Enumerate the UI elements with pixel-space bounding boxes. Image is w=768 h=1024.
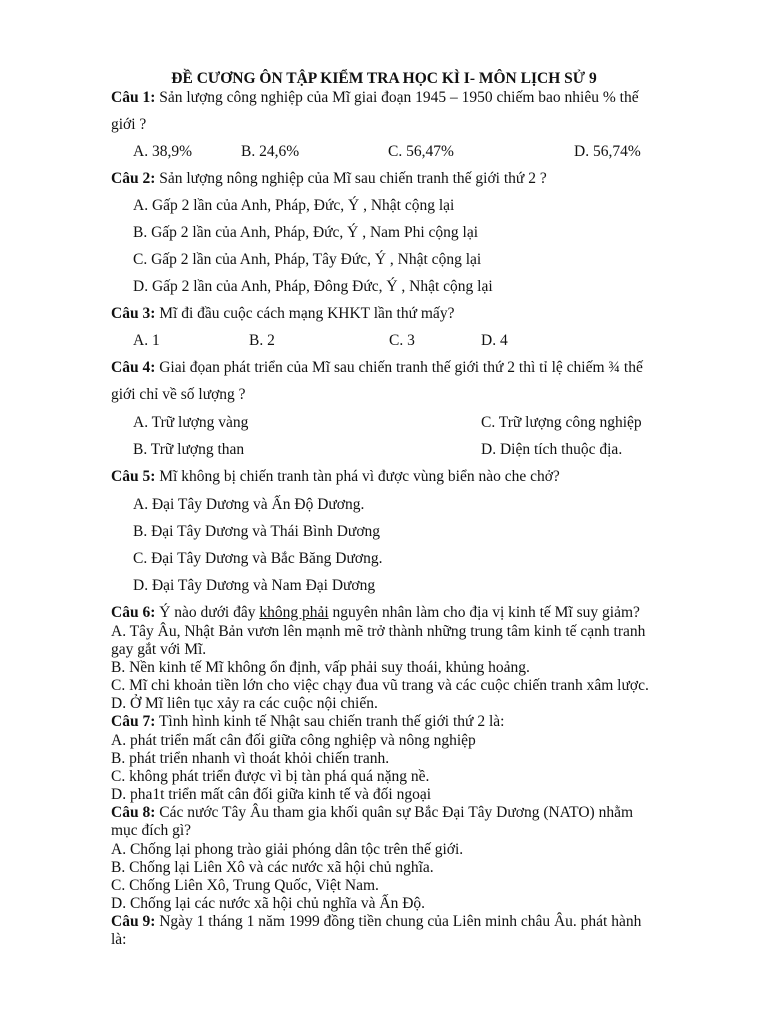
option-b: B. 24,6%	[241, 143, 300, 160]
option-d: D. 56,74%	[574, 143, 641, 160]
option-d: D. Gấp 2 lần của Anh, Pháp, Đông Đức, Ý , Nhật cộng lại	[133, 278, 493, 295]
option-b: B. Chống lại Liên Xô và các nước xã hội chủ nghĩa.	[111, 859, 434, 876]
question-text-cont: là:	[111, 931, 127, 948]
question-label: Câu 7:	[111, 713, 156, 730]
question-label: Câu 3:	[111, 305, 156, 322]
option-b: B. Đại Tây Dương và Thái Bình Dương	[133, 523, 381, 540]
option-c: C. Trữ lượng công nghiệp	[481, 414, 642, 431]
option-d: D. Chống lại các nước xã hội chủ nghĩa và Ấn Độ.	[111, 895, 426, 912]
option-a: A. Chống lại phong trào giải phóng dân tộc trên thế giới.	[111, 841, 464, 858]
question-label: Câu 9:	[111, 913, 156, 930]
option-c: C. 3	[389, 332, 415, 349]
option-a: A. phát triển mất cân đối giữa công nghiệp và nông nghiệp	[111, 732, 476, 749]
question-label: Câu 1:	[111, 89, 156, 106]
option-d: D. Ở Mĩ liên tục xảy ra các cuộc nội chiến.	[111, 695, 378, 712]
option-b: B. 2	[249, 332, 275, 349]
option-a: A. Gấp 2 lần của Anh, Pháp, Đức, Ý , Nhật cộng lại	[133, 197, 455, 214]
question-text-cont: mục đích gì?	[111, 822, 192, 839]
option-b: B. phát triển nhanh vì thoát khỏi chiến tranh.	[111, 750, 390, 767]
question-text: Mĩ không bị chiến tranh tàn phá vì được vùng biển nào che chở?	[159, 468, 560, 485]
option-b: B. Nền kinh tế Mĩ không ổn định, vấp phải suy thoái, khủng hoảng.	[111, 659, 530, 676]
question-2	[111, 170, 547, 188]
question-text-underlined: không phải	[259, 604, 329, 621]
question-8	[111, 804, 633, 822]
option-c: C. 56,47%	[388, 143, 454, 160]
option-c: C. Đại Tây Dương và Bắc Băng Dương.	[133, 550, 383, 567]
option-a: A. 1	[133, 332, 160, 349]
question-label: Câu 6:	[111, 604, 156, 621]
option-d: D. pha1t triển mất cân đối giữa kinh tế và đối ngoại	[111, 786, 432, 803]
question-text: Sản lượng công nghiệp của Mĩ giai đoạn 1945 – 1950 chiếm bao nhiêu % thế	[159, 89, 639, 106]
question-label: Câu 2:	[111, 170, 156, 187]
question-9	[111, 913, 641, 931]
question-text: Tình hình kinh tế Nhật sau chiến tranh thế giới thứ 2 là:	[158, 713, 505, 730]
option-c: C. Chống Liên Xô, Trung Quốc, Việt Nam.	[111, 877, 379, 894]
question-6	[111, 604, 640, 622]
question-text: Giai đọan phát triển của Mĩ sau chiến tranh thế giới thứ 2 thì tỉ lệ chiếm ¾ thế	[159, 359, 643, 376]
option-c: C. không phát triển được vì bị tàn phá quá nặng nề.	[111, 768, 430, 785]
question-label: Câu 4:	[111, 359, 156, 376]
question-3	[111, 305, 454, 323]
question-5	[111, 468, 560, 486]
question-text-cont: giới chỉ về số lượng ?	[111, 386, 246, 403]
question-text: Mĩ đi đầu cuộc cách mạng KHKT lần thứ mấy?	[159, 305, 455, 322]
option-d: D. Đại Tây Dương và Nam Đại Dương	[133, 577, 376, 594]
question-7	[111, 713, 504, 731]
option-d: D. 4	[481, 332, 508, 349]
question-1	[111, 89, 639, 107]
document-title: ĐỀ CƯƠNG ÔN TẬP KIỂM TRA HỌC KÌ I- MÔN LỊCH SỬ 9	[171, 70, 597, 87]
question-text: Sản lượng nông nghiệp của Mĩ sau chiến tranh thế giới thứ 2 ?	[159, 170, 547, 187]
question-label: Câu 8:	[111, 804, 156, 821]
option-a-cont: gay gắt với Mĩ.	[111, 641, 207, 658]
option-a: A. Trữ lượng vàng	[133, 414, 249, 431]
option-b: B. Gấp 2 lần của Anh, Pháp, Đức, Ý , Nam Phi cộng lại	[133, 224, 479, 241]
option-a: A. 38,9%	[133, 143, 192, 160]
question-text: Các nước Tây Âu tham gia khối quân sự Bắc Đại Tây Dương (NATO) nhằm	[159, 804, 634, 821]
option-d: D. Diện tích thuộc địa.	[481, 441, 623, 458]
question-label: Câu 5:	[111, 468, 156, 485]
question-text: Ngày 1 tháng 1 năm 1999 đồng tiền chung của Liên minh châu Âu. phát hành	[159, 913, 642, 930]
option-a: A. Đại Tây Dương và Ấn Độ Dương.	[133, 496, 365, 513]
option-c: C. Mĩ chi khoản tiền lớn cho việc chạy đua vũ trang và các cuộc chiến tranh xâm lược.	[111, 677, 649, 694]
question-4	[111, 359, 643, 377]
question-text: nguyên nhân làm cho địa vị kinh tế Mĩ suy giảm?	[332, 604, 640, 621]
option-a: A. Tây Âu, Nhật Bản vươn lên mạnh mẽ trở thành những trung tâm kinh tế cạnh tranh	[111, 623, 646, 640]
question-text: Ý nào dưới đây	[159, 604, 256, 621]
question-text-cont: giới ?	[111, 116, 147, 133]
option-b: B. Trữ lượng than	[133, 441, 245, 458]
option-c: C. Gấp 2 lần của Anh, Pháp, Tây Đức, Ý , Nhật cộng lại	[133, 251, 482, 268]
